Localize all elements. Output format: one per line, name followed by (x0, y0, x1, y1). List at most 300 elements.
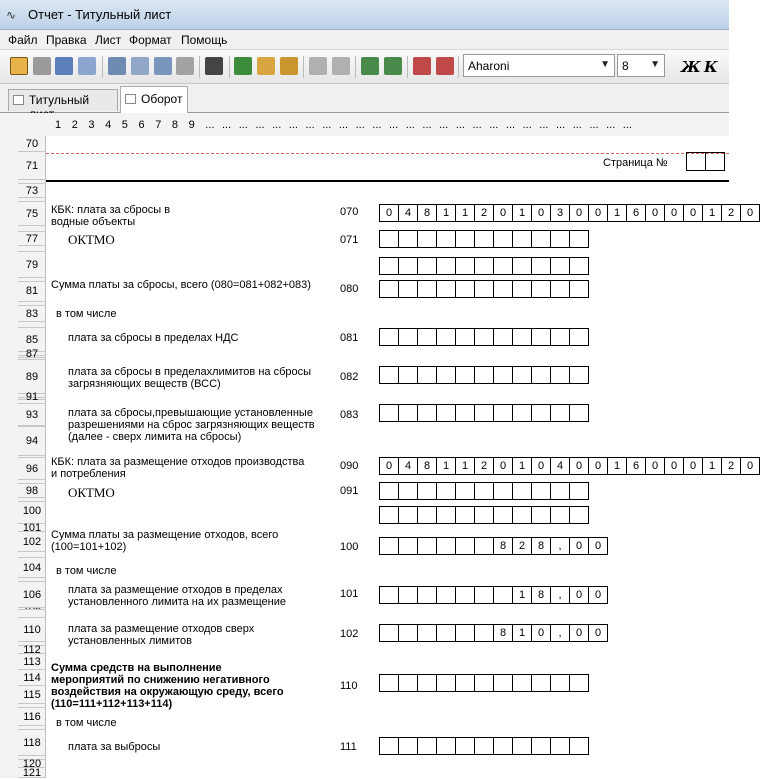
input-cell[interactable] (494, 404, 513, 422)
field-cells[interactable] (379, 506, 589, 524)
input-cell[interactable]: 0 (589, 457, 608, 475)
row-number[interactable]: 106 (18, 582, 46, 608)
input-cell[interactable]: 1 (513, 586, 532, 604)
field-cells[interactable] (379, 457, 760, 475)
input-cell[interactable]: 2 (475, 457, 494, 475)
input-cell[interactable]: 4 (551, 457, 570, 475)
field-cells[interactable] (379, 537, 608, 555)
row-number[interactable]: 85 (18, 328, 46, 352)
input-cell[interactable] (475, 482, 494, 500)
field-cells[interactable] (379, 737, 589, 755)
input-cell[interactable]: , (551, 624, 570, 642)
input-cell[interactable] (437, 257, 456, 275)
input-cell[interactable] (532, 404, 551, 422)
ruler-column-4[interactable]: 4 (105, 119, 112, 131)
input-cell[interactable] (399, 674, 418, 692)
input-cell[interactable] (494, 506, 513, 524)
input-cell[interactable]: 0 (589, 586, 608, 604)
graduation-cap-icon[interactable] (205, 57, 223, 75)
input-cell[interactable]: 0 (665, 457, 684, 475)
input-cell[interactable] (475, 674, 494, 692)
input-cell[interactable] (475, 506, 494, 524)
input-cell[interactable]: 1 (513, 204, 532, 222)
font-name-select[interactable] (463, 54, 615, 77)
input-cell[interactable] (494, 257, 513, 275)
ruler-column-29[interactable]: ... (522, 119, 532, 131)
input-cell[interactable] (475, 230, 494, 248)
input-cell[interactable] (475, 624, 494, 642)
ruler-column-17[interactable]: ... (322, 119, 332, 131)
input-cell[interactable] (456, 328, 475, 346)
insert-column-icon[interactable] (384, 57, 402, 75)
field-cells[interactable] (379, 257, 589, 275)
input-cell[interactable] (418, 230, 437, 248)
row-number[interactable]: 113 (18, 654, 46, 670)
input-cell[interactable] (475, 586, 494, 604)
row-number[interactable]: 120 (18, 760, 46, 768)
input-cell[interactable] (437, 506, 456, 524)
input-cell[interactable] (494, 366, 513, 384)
ruler-column-23[interactable]: ... (422, 119, 432, 131)
input-cell[interactable]: , (551, 586, 570, 604)
ruler-column-13[interactable]: ... (255, 119, 265, 131)
input-cell[interactable] (532, 280, 551, 298)
field-cells[interactable] (379, 586, 608, 604)
input-cell[interactable] (437, 404, 456, 422)
input-cell[interactable]: 8 (494, 537, 513, 555)
ruler-column-11[interactable]: ... (222, 119, 232, 131)
input-cell[interactable]: 8 (418, 204, 437, 222)
ruler-column-24[interactable]: ... (439, 119, 449, 131)
row-number[interactable]: 94 (18, 426, 46, 456)
row-number[interactable]: 101 (18, 524, 46, 532)
input-cell[interactable] (380, 366, 399, 384)
input-cell[interactable]: 1 (513, 624, 532, 642)
input-cell[interactable] (437, 230, 456, 248)
input-cell[interactable]: 2 (513, 537, 532, 555)
input-cell[interactable]: 3 (551, 204, 570, 222)
input-cell[interactable]: 1 (608, 204, 627, 222)
input-cell[interactable]: 2 (722, 204, 741, 222)
menu-help[interactable]: Помощь (181, 33, 228, 47)
input-cell[interactable] (513, 257, 532, 275)
row-number[interactable]: 91 (18, 394, 46, 400)
input-cell[interactable] (399, 366, 418, 384)
input-cell[interactable] (399, 404, 418, 422)
open-icon[interactable] (10, 57, 28, 75)
input-cell[interactable] (380, 404, 399, 422)
input-cell[interactable] (399, 482, 418, 500)
input-cell[interactable] (437, 482, 456, 500)
ruler-column-19[interactable]: ... (355, 119, 365, 131)
ruler-column-14[interactable]: ... (272, 119, 282, 131)
delete-row-icon[interactable] (413, 57, 431, 75)
input-cell[interactable]: 0 (494, 457, 513, 475)
insert-row-icon[interactable] (361, 57, 379, 75)
input-cell[interactable] (513, 328, 532, 346)
row-number[interactable]: 79 (18, 252, 46, 278)
input-cell[interactable] (399, 230, 418, 248)
input-cell[interactable] (456, 674, 475, 692)
ruler-column-7[interactable]: 7 (155, 119, 162, 131)
input-cell[interactable] (551, 674, 570, 692)
input-cell[interactable] (437, 537, 456, 555)
input-cell[interactable] (399, 737, 418, 755)
input-cell[interactable] (475, 280, 494, 298)
field-cells[interactable] (379, 204, 760, 222)
input-cell[interactable] (494, 586, 513, 604)
input-cell[interactable]: 0 (494, 204, 513, 222)
input-cell[interactable] (513, 280, 532, 298)
row-number[interactable]: 70 (18, 136, 46, 152)
input-cell[interactable] (418, 280, 437, 298)
row-number[interactable]: 93 (18, 404, 46, 426)
ruler-column-2[interactable]: 2 (71, 119, 78, 131)
input-cell[interactable] (380, 280, 399, 298)
input-cell[interactable] (475, 366, 494, 384)
input-cell[interactable]: 4 (399, 204, 418, 222)
font-size-select[interactable] (617, 54, 665, 77)
italic-button[interactable]: К (704, 58, 718, 76)
input-cell[interactable] (570, 328, 589, 346)
input-cell[interactable]: 2 (475, 204, 494, 222)
input-cell[interactable] (570, 482, 589, 500)
save-disabled-icon[interactable] (33, 57, 51, 75)
input-cell[interactable] (399, 506, 418, 524)
input-cell[interactable] (513, 366, 532, 384)
input-cell[interactable]: 0 (741, 204, 760, 222)
input-cell[interactable] (532, 482, 551, 500)
input-cell[interactable]: 0 (380, 457, 399, 475)
properties-icon[interactable] (78, 57, 96, 75)
input-cell[interactable] (494, 674, 513, 692)
menu-sheet[interactable]: Лист (95, 33, 122, 47)
input-cell[interactable] (380, 230, 399, 248)
field-cells[interactable] (379, 230, 589, 248)
ruler-column-25[interactable]: ... (455, 119, 465, 131)
print-preview-icon[interactable] (131, 57, 149, 75)
row-number[interactable]: 83 (18, 306, 46, 322)
input-cell[interactable] (456, 737, 475, 755)
ruler-column-35[interactable]: ... (622, 119, 632, 131)
tab-title-page[interactable] (8, 89, 118, 111)
ruler-column-28[interactable]: ... (505, 119, 516, 131)
row-number[interactable]: 112 (18, 646, 46, 654)
page-setup-icon[interactable] (154, 57, 172, 75)
input-cell[interactable]: 1 (456, 457, 475, 475)
input-cell[interactable] (494, 230, 513, 248)
row-number[interactable]: 77 (18, 232, 46, 246)
row-number[interactable]: 114 (18, 670, 46, 686)
ruler-column-20[interactable]: ... (372, 119, 382, 131)
input-cell[interactable] (456, 404, 475, 422)
copy-icon[interactable] (257, 57, 275, 75)
input-cell[interactable] (570, 230, 589, 248)
input-cell[interactable]: 0 (646, 457, 665, 475)
input-cell[interactable] (380, 506, 399, 524)
input-cell[interactable]: 0 (570, 457, 589, 475)
input-cell[interactable] (437, 586, 456, 604)
tools-icon[interactable] (176, 57, 194, 75)
page-number-cells[interactable] (686, 152, 725, 171)
input-cell[interactable]: 0 (741, 457, 760, 475)
input-cell[interactable] (570, 366, 589, 384)
input-cell[interactable] (418, 482, 437, 500)
input-cell[interactable] (570, 404, 589, 422)
ruler-column-27[interactable]: ... (489, 119, 499, 131)
row-number[interactable]: 104 (18, 558, 46, 578)
input-cell[interactable] (437, 280, 456, 298)
input-cell[interactable] (399, 586, 418, 604)
menu-format[interactable]: Формат (129, 33, 172, 47)
input-cell[interactable]: 1 (703, 204, 722, 222)
input-cell[interactable] (437, 737, 456, 755)
row-number[interactable]: 110 (18, 618, 46, 642)
field-label: плата за размещение отходов сверх установленных лимитов (68, 623, 255, 647)
field-cells[interactable] (379, 624, 608, 642)
input-cell[interactable]: 1 (437, 204, 456, 222)
input-cell[interactable]: 0 (380, 204, 399, 222)
input-cell[interactable] (399, 280, 418, 298)
ruler-column-22[interactable]: ... (405, 119, 415, 131)
field-label: Сумма платы за сбросы, всего (080=081+082+083) (51, 279, 311, 291)
input-cell[interactable] (418, 624, 437, 642)
input-cell[interactable] (418, 257, 437, 275)
input-cell[interactable] (437, 328, 456, 346)
input-cell[interactable] (570, 506, 589, 524)
input-cell[interactable] (418, 366, 437, 384)
input-cell[interactable] (456, 624, 475, 642)
input-cell[interactable] (456, 366, 475, 384)
input-cell[interactable] (551, 737, 570, 755)
row-number[interactable]: 98 (18, 484, 46, 498)
input-cell[interactable]: 0 (684, 457, 703, 475)
input-cell[interactable] (532, 257, 551, 275)
input-cell[interactable]: 8 (532, 537, 551, 555)
row-number[interactable]: 75 (18, 202, 46, 226)
undo-icon[interactable] (309, 57, 327, 75)
input-cell[interactable] (380, 328, 399, 346)
input-cell[interactable] (380, 537, 399, 555)
input-cell[interactable] (418, 737, 437, 755)
input-cell[interactable] (456, 482, 475, 500)
ruler-column-32[interactable]: ... (572, 119, 582, 131)
input-cell[interactable] (551, 328, 570, 346)
input-cell[interactable] (551, 230, 570, 248)
input-cell[interactable] (475, 404, 494, 422)
input-cell[interactable]: 0 (570, 586, 589, 604)
ruler-column-1[interactable]: 1 (55, 119, 62, 131)
input-cell[interactable] (532, 230, 551, 248)
input-cell[interactable] (513, 230, 532, 248)
input-cell[interactable] (418, 674, 437, 692)
ruler-column-31[interactable]: ... (556, 119, 566, 131)
input-cell[interactable]: 1 (703, 457, 722, 475)
input-cell[interactable] (532, 366, 551, 384)
input-cell[interactable] (399, 537, 418, 555)
input-cell[interactable] (494, 280, 513, 298)
ruler-column-30[interactable]: ... (539, 119, 549, 131)
input-cell[interactable] (570, 737, 589, 755)
input-cell[interactable] (551, 257, 570, 275)
input-cell[interactable] (551, 482, 570, 500)
input-cell[interactable]: 0 (570, 204, 589, 222)
input-cell[interactable] (551, 366, 570, 384)
row-number[interactable]: 118 (18, 730, 46, 756)
input-cell[interactable]: 0 (589, 624, 608, 642)
print-icon[interactable] (108, 57, 126, 75)
input-cell[interactable] (551, 280, 570, 298)
ruler-column-33[interactable]: ... (589, 119, 599, 131)
input-cell[interactable]: 0 (646, 204, 665, 222)
ruler-column-21[interactable]: ... (389, 119, 399, 131)
input-cell[interactable]: 0 (570, 537, 589, 555)
input-cell[interactable]: 1 (513, 457, 532, 475)
ruler-column-8[interactable]: 8 (171, 119, 179, 131)
input-cell[interactable] (380, 737, 399, 755)
tab-reverse[interactable] (120, 86, 188, 113)
input-cell[interactable] (475, 537, 494, 555)
redo-icon[interactable] (332, 57, 350, 75)
ruler-column-6[interactable]: 6 (138, 119, 145, 131)
input-cell[interactable]: 0 (665, 204, 684, 222)
row-number[interactable]: 121 (18, 768, 46, 778)
paste-icon[interactable] (280, 57, 298, 75)
input-cell[interactable] (418, 537, 437, 555)
input-cell[interactable] (380, 482, 399, 500)
row-number[interactable]: 96 (18, 458, 46, 480)
input-cell[interactable] (399, 257, 418, 275)
field-cells[interactable] (379, 404, 589, 422)
input-cell[interactable]: 8 (418, 457, 437, 475)
input-cell[interactable] (532, 674, 551, 692)
ruler-column-3[interactable]: 3 (88, 119, 95, 131)
input-cell[interactable] (570, 257, 589, 275)
input-cell[interactable] (399, 624, 418, 642)
input-cell[interactable] (456, 257, 475, 275)
row-number[interactable] (18, 610, 46, 618)
input-cell[interactable] (532, 328, 551, 346)
save-icon[interactable] (55, 57, 73, 75)
input-cell[interactable]: 0 (532, 204, 551, 222)
ruler-column-5[interactable]: 5 (121, 119, 128, 131)
input-cell[interactable] (513, 674, 532, 692)
field-cells[interactable] (379, 674, 589, 692)
delete-column-icon[interactable] (436, 57, 454, 75)
input-cell[interactable]: 0 (532, 457, 551, 475)
input-cell[interactable]: 1 (456, 204, 475, 222)
input-cell[interactable] (513, 506, 532, 524)
ruler-column-26[interactable]: ... (472, 119, 482, 131)
input-cell[interactable]: 6 (627, 457, 646, 475)
input-cell[interactable] (570, 674, 589, 692)
input-cell[interactable]: , (551, 537, 570, 555)
input-cell[interactable]: 0 (589, 537, 608, 555)
input-cell[interactable]: 0 (589, 204, 608, 222)
row-number[interactable]: 100 (18, 498, 46, 524)
input-cell[interactable] (456, 230, 475, 248)
input-cell[interactable] (380, 674, 399, 692)
input-cell[interactable] (418, 328, 437, 346)
input-cell[interactable]: 8 (494, 624, 513, 642)
input-cell[interactable] (532, 737, 551, 755)
ruler-column-15[interactable]: ... (288, 119, 298, 131)
input-cell[interactable] (551, 506, 570, 524)
input-cell[interactable] (494, 328, 513, 346)
field-cells[interactable] (379, 366, 589, 384)
input-cell[interactable] (456, 506, 475, 524)
row-number[interactable]: 87 (18, 352, 46, 356)
input-cell[interactable] (380, 257, 399, 275)
row-number[interactable]: 89 (18, 360, 46, 394)
input-cell[interactable] (418, 586, 437, 604)
input-cell[interactable] (437, 624, 456, 642)
input-cell[interactable] (380, 624, 399, 642)
field-cells[interactable] (379, 328, 589, 346)
field-code: 111 (340, 741, 357, 753)
input-cell[interactable] (456, 537, 475, 555)
row-number[interactable]: 115 (18, 686, 46, 704)
input-cell[interactable] (456, 586, 475, 604)
bold-button[interactable]: Ж (681, 58, 701, 76)
row-number[interactable]: 73 (18, 184, 46, 198)
input-cell[interactable]: 1 (608, 457, 627, 475)
row-number[interactable]: 102 (18, 532, 46, 552)
ruler-column-10[interactable]: ... (205, 119, 215, 131)
input-cell[interactable]: 4 (399, 457, 418, 475)
input-cell[interactable] (475, 737, 494, 755)
field-cells[interactable] (379, 482, 589, 500)
input-cell[interactable] (418, 506, 437, 524)
ruler-column-16[interactable]: ... (305, 119, 315, 131)
input-cell[interactable]: 0 (532, 624, 551, 642)
input-cell[interactable]: 2 (722, 457, 741, 475)
ruler-column-34[interactable]: ... (606, 119, 616, 131)
input-cell[interactable] (399, 328, 418, 346)
input-cell[interactable]: 0 (570, 624, 589, 642)
input-cell[interactable] (418, 404, 437, 422)
input-cell[interactable]: 1 (437, 457, 456, 475)
input-cell[interactable] (532, 506, 551, 524)
input-cell[interactable] (475, 257, 494, 275)
input-cell[interactable] (475, 328, 494, 346)
row-number[interactable]: 81 (18, 280, 46, 302)
input-cell[interactable] (570, 280, 589, 298)
menu-edit[interactable]: Правка (46, 33, 87, 47)
input-cell[interactable] (513, 482, 532, 500)
input-cell[interactable] (494, 737, 513, 755)
cut-icon[interactable] (234, 57, 252, 75)
row-number[interactable]: 71 (18, 152, 46, 180)
input-cell[interactable] (494, 482, 513, 500)
ruler-column-9[interactable]: 9 (188, 119, 195, 131)
input-cell[interactable] (380, 586, 399, 604)
input-cell[interactable] (437, 366, 456, 384)
row-number[interactable]: 116 (18, 708, 46, 726)
input-cell[interactable] (551, 404, 570, 422)
input-cell[interactable] (513, 404, 532, 422)
input-cell[interactable]: 8 (532, 586, 551, 604)
menu-file[interactable]: Файл (8, 33, 38, 47)
input-cell[interactable] (437, 674, 456, 692)
input-cell[interactable]: 0 (684, 204, 703, 222)
ruler-column-12[interactable]: ... (238, 119, 248, 131)
input-cell[interactable] (456, 280, 475, 298)
ruler-column-18[interactable]: ... (338, 119, 349, 131)
input-cell[interactable] (513, 737, 532, 755)
input-cell[interactable]: 6 (627, 204, 646, 222)
field-cells[interactable] (379, 280, 589, 298)
